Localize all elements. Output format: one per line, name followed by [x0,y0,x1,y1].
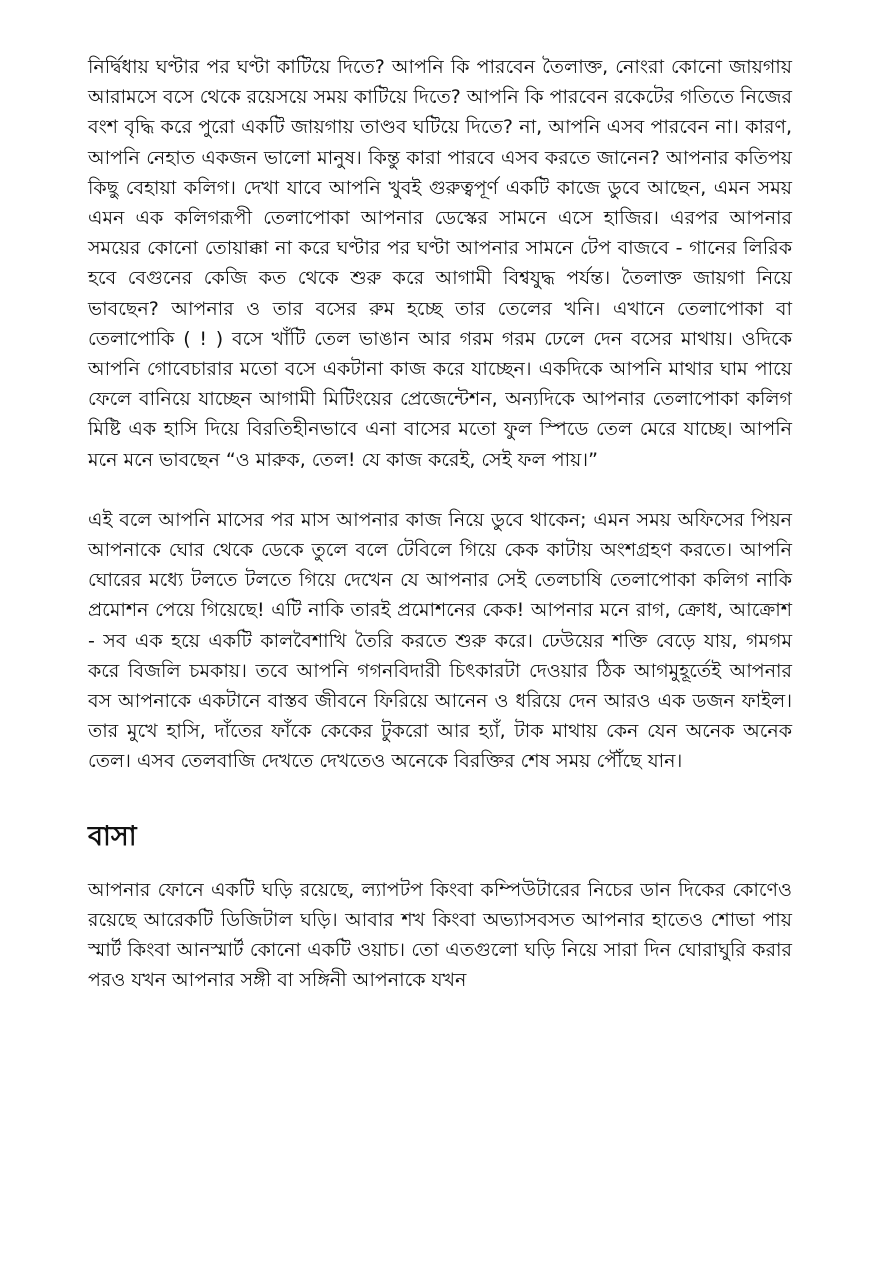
section-heading: বাসা [88,820,137,852]
body-paragraph-2: এই বলে আপনি মাসের পর মাস আপনার কাজ নিয়ে ডুবে থাকেন; এমন সময় অফিসের পিয়ন আপনাকে ঘোর থেকে ডেকে তুলে বলে টেবিলে গিয়ে কেক কাটায় অংশগ্রহণ করতে। আপনি ঘোরের মধ্যে টলতে টলতে গিয়ে দেখেন যে আপনার সেই তেলচাষি তেলাপোকা কলিগ নাকি প্রমোশন পেয়ে গিয়েছে! এটি নাকি তারই প্রমোশনের কেক! আপনার মনে রাগ, ক্রোধ, আক্রোশ - সব এক হয়ে একটি কালবৈশাখি তৈরি করতে শুরু করে। ঢেউয়ের শক্তি বেড়ে যায়, গমগম করে বিজলি চমকায়। তবে আপনি গগনবিদারী চিৎকারটা দেওয়ার ঠিক আগমুহূর্তেই আপনার বস আপনাকে একটানে বাস্তব জীবনে ফিরিয়ে আনেন ও ধরিয়ে দেন আরও এক ডজন ফাইল। তার মুখে হাসি, দাঁতের ফাঁকে কেকের টুকরো আর হ্যাঁ, টাক মাথায় কেন যেন অনেক অনেক তেল। এসব তেলবাজি দেখতে দেখতেও অনেকে বিরক্তির শেষ সময় পৌঁছে যান। [88,508,792,773]
body-paragraph-3: আপনার ফোনে একটি ঘড়ি রয়েছে, ল্যাপটপ কিংবা কম্পিউটারের নিচের ডান দিকের কোণেও রয়েছে আরেকটি ডিজিটাল ঘড়ি। আবার শখ কিংবা অভ্যাসবসত আপনার হাতেও শোভা পায় স্মার্ট কিংবা আনস্মার্ট কোনো একটি ওয়াচ। তো এতগুলো ঘড়ি নিয়ে সারা দিন ঘোরাঘুরি করার পরও যখন আপনার সঙ্গী বা সঙ্গিনী আপনাকে যখন [88,878,792,992]
body-paragraph-1: নির্দ্বিধায় ঘণ্টার পর ঘণ্টা কাটিয়ে দিতে? আপনি কি পারবেন তৈলাক্ত, নোংরা কোনো জায়গায় আরামসে বসে থেকে রয়েসয়ে সময় কাটিয়ে দিতে? আপনি কি পারবেন রকেটের গতিতে নিজের বংশ বৃদ্ধি করে পুরো একটি জায়গায় তাণ্ডব ঘটিয়ে দিতে? না, আপনি এসব পারবেন না। কারণ, আপনি নেহাত একজন ভালো মানুষ। কিন্তু কারা পারবে এসব করতে জানেন? আপনার কতিপয় কিছু বেহায়া কলিগ। দেখা যাবে আপনি খুবই গুরুত্বপূর্ণ একটি কাজে ডুবে আছেন, এমন সময় এমন এক কলিগরূপী তেলাপোকা আপনার ডেস্কের সামনে এসে হাজির। এরপর আপনার সময়ের কোনো তোয়াক্কা না করে ঘণ্টার পর ঘণ্টা আপনার সামনে টেপ বাজবে - গানের লিরিক হবে বেগুনের কেজি কত থেকে শুরু করে আগামী বিশ্বযুদ্ধ পর্যন্ত। তৈলাক্ত জায়গা নিয়ে ভাবছেন? আপনার ও তার বসের রুম হচ্ছে তার তেলের খনি। এখানে তেলাপোকা বা তেলাপোকি ( ! ) বসে খাঁটি তেল ভাঙান আর গরম গরম ঢেলে দেন বসের মাথায়। ওদিকে আপনি গোবেচারার মতো বসে একটানা কাজ করে যাচ্ছেন। একদিকে আপনি মাথার ঘাম পায়ে ফেলে বানিয়ে যাচ্ছেন আগামী মিটিংয়ের প্রেজেন্টেশন, অন্যদিকে আপনার তেলাপোকা কলিগ মিষ্টি এক হাসি দিয়ে বিরতিহীনভাবে এনা বাসের মতো ফুল স্পিডে তেল মেরে যাচ্ছে। আপনি মনে মনে ভাবছেন “ও মারুক, তেল! যে কাজ করেই, সেই ফল পায়।” [88,56,792,471]
page-body [88,52,792,995]
